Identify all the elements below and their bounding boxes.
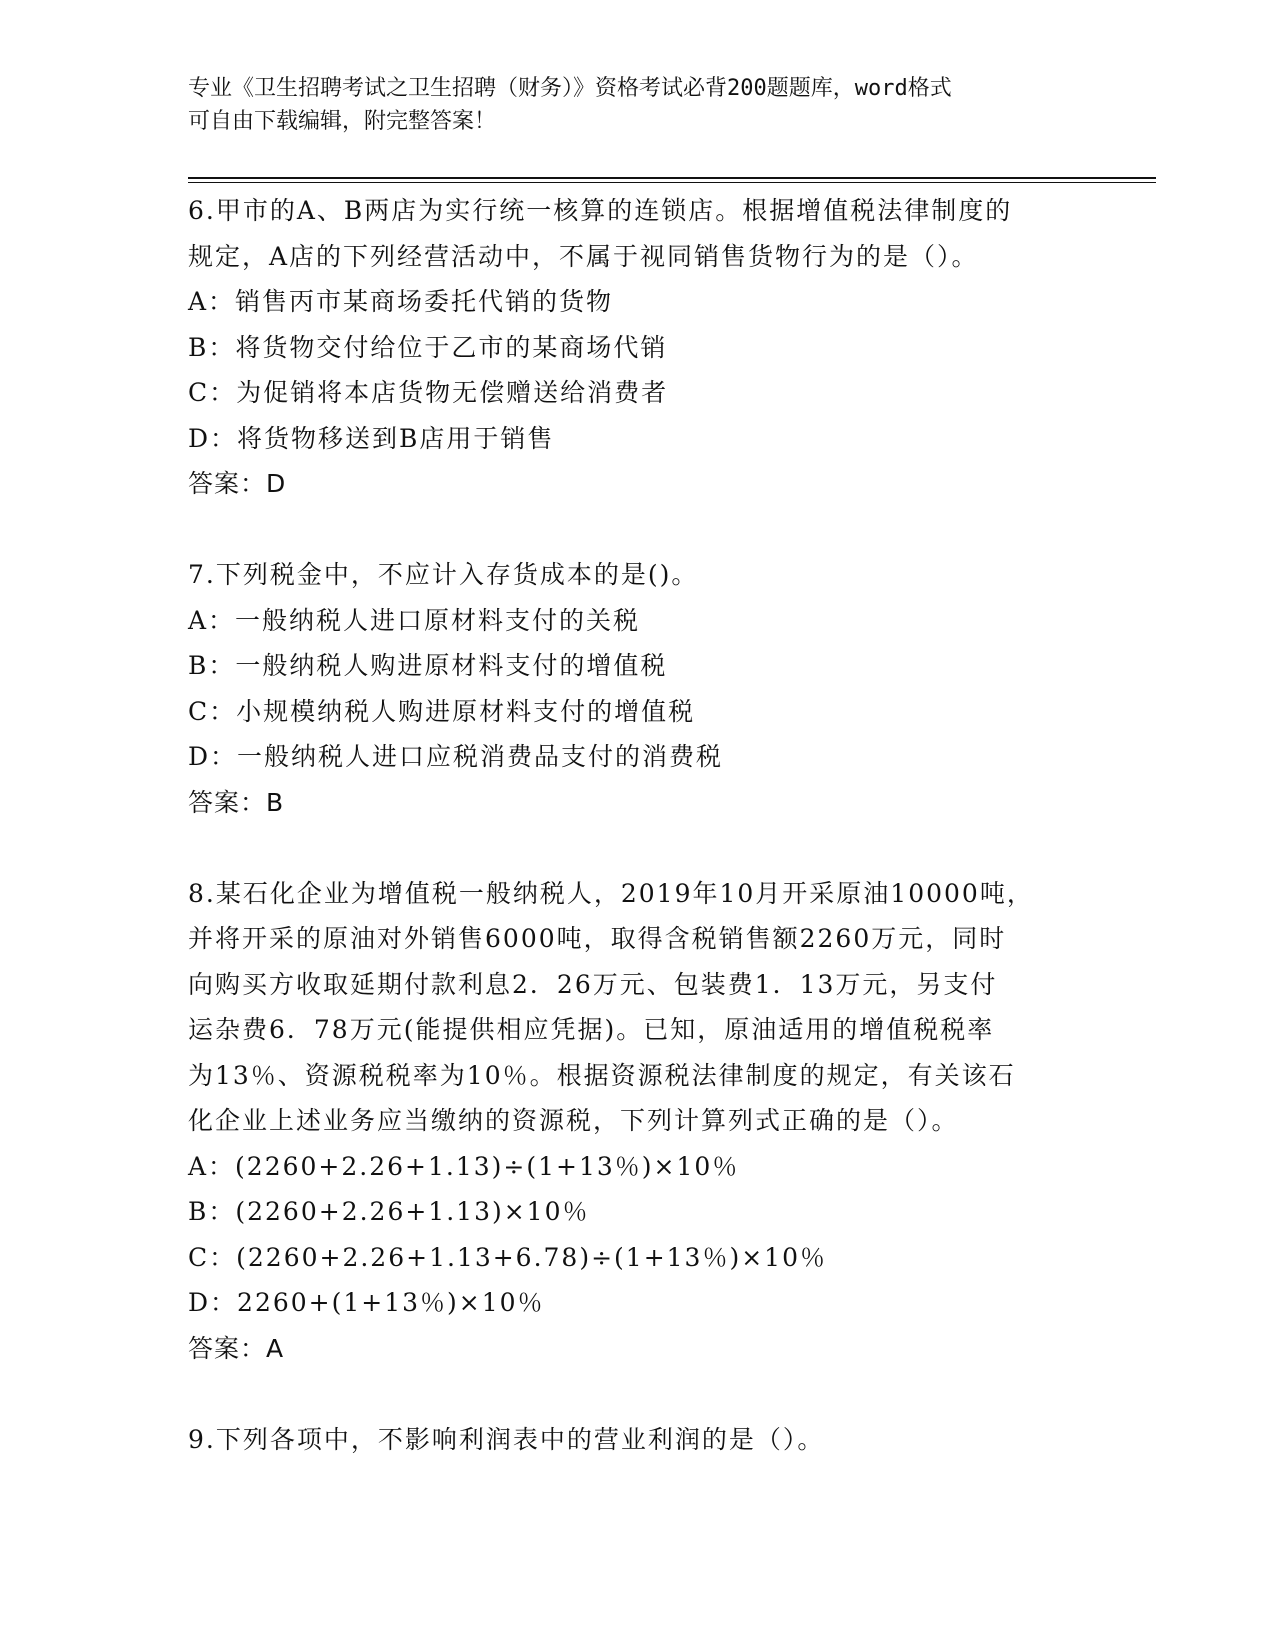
option-d: D：将货物移送到B店用于销售 — [188, 423, 555, 453]
header-divider-thin — [188, 182, 1156, 183]
question-stem: 7.下列税金中，不应计入存货成本的是()。 — [188, 560, 699, 589]
option-c: C：为促销将本店货物无偿赠送给消费者 — [188, 378, 669, 407]
option-d: D：2260+(1+13％)×10％ — [188, 1288, 545, 1317]
option-a: A：一般纳税人进口原材料支付的关税 — [188, 605, 641, 635]
option-d: D：一般纳税人进口应税消费品支付的消费税 — [188, 742, 724, 771]
answer-label: 答案：A — [188, 1333, 285, 1363]
question-stem: 6.甲市的A、B两店为实行统一核算的连锁店。根据增值税法律制度的 — [188, 196, 1013, 225]
header-line-2: 可自由下载编辑，附完整答案！ — [188, 109, 497, 134]
header-line-1: 专业《卫生招聘考试之卫生招聘（财务）》资格考试必背200题题库，word格式 — [188, 76, 952, 101]
option-c: C：小规模纳税人购进原材料支付的增值税 — [188, 696, 696, 726]
question-stem: 8.某石化企业为增值税一般纳税人，2019年10月开采原油10000吨， — [188, 878, 1034, 908]
question-list — [188, 188, 1148, 1462]
document-header — [188, 72, 1088, 138]
option-a: A：(2260+2.26+1.13)÷(1+13％)×10％ — [188, 1151, 740, 1181]
option-b: B：(2260+2.26+1.13)×10％ — [188, 1197, 590, 1226]
question-stem: 为13％、资源税税率为10％。根据资源税法律制度的规定，有关该石 — [188, 1060, 1016, 1090]
question-stem: 9.下列各项中，不影响利润表中的营业利润的是（）。 — [188, 1424, 825, 1454]
option-b: B：一般纳税人购进原材料支付的增值税 — [188, 651, 668, 680]
question-stem: 向购买方收取延期付款利息2．26万元、包装费1．13万元，另支付 — [188, 969, 998, 999]
answer-label: 答案：B — [188, 787, 285, 817]
question-stem: 运杂费6．78万元(能提供相应凭据)。已知，原油适用的增值税税率 — [188, 1015, 995, 1044]
question-stem: 化企业上述业务应当缴纳的资源税，下列计算列式正确的是（）。 — [188, 1106, 959, 1135]
spacer — [188, 507, 1148, 553]
header-divider-thick — [188, 177, 1156, 179]
question-6 — [188, 188, 1148, 507]
question-9 — [188, 1417, 1148, 1463]
answer-label: 答案：D — [188, 469, 287, 498]
question-7 — [188, 552, 1148, 825]
question-stem: 规定，A店的下列经营活动中，不属于视同销售货物行为的是（）。 — [188, 241, 979, 271]
spacer — [188, 1371, 1148, 1417]
spacer — [188, 825, 1148, 871]
option-c: C：(2260+2.26+1.13+6.78)÷(1+13％)×10％ — [188, 1242, 827, 1272]
question-stem: 并将开采的原油对外销售6000吨，取得含税销售额2260万元，同时 — [188, 924, 1007, 953]
option-a: A：销售丙市某商场委托代销的货物 — [188, 287, 614, 316]
option-b: B：将货物交付给位于乙市的某商场代销 — [188, 332, 668, 362]
question-8 — [188, 871, 1148, 1372]
